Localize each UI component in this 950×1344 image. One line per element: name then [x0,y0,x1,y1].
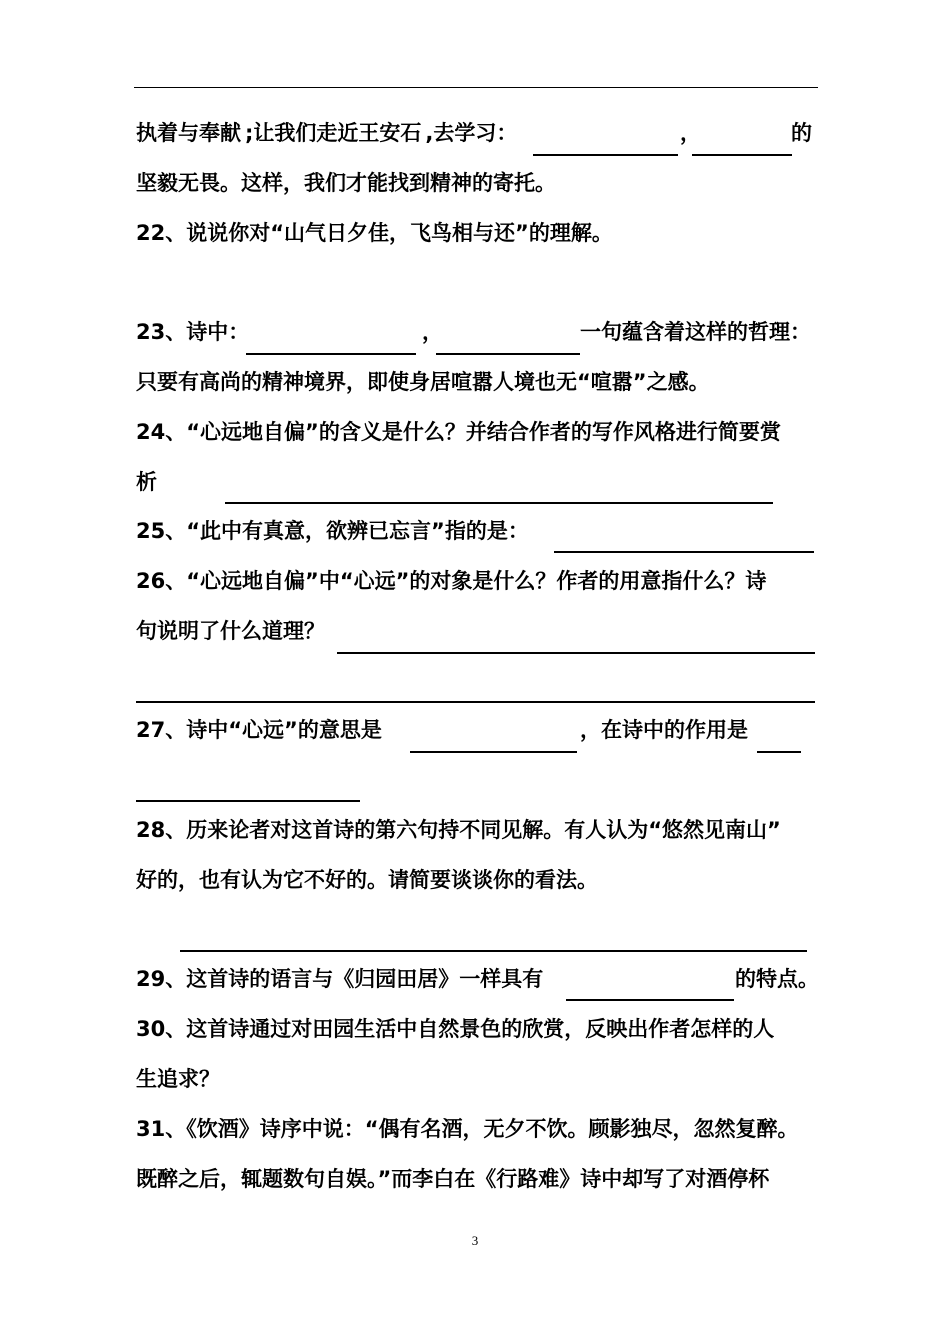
answer-blank-29[interactable] [566,999,734,1001]
question-23-d: 只要有高尚的精神境界，即使身居喧嚣人境也无“喧嚣”之感。 [136,370,710,394]
line-1-c: ,去学习： [425,121,518,145]
question-26: 26、“心远地自偏”中“心远”的对象是什么？作者的用意指什么？诗 [136,569,767,593]
answer-blank-25[interactable] [554,551,814,553]
question-28-b: 好的，也有认为它不好的。请简要谈谈你的看法。 [136,868,598,892]
line-1 [136,119,517,147]
line-1-a: 执着与奉献 [136,121,241,145]
answer-blank-27b[interactable] [757,751,801,753]
question-30-b: 生追求？ [136,1067,220,1091]
question-31: 31、《饮酒》诗序中说：“偶有名酒，无夕不饮。顾影独尽，忽然复醉。 [136,1117,799,1141]
question-23-c: 一句蕴含着这样的哲理： [580,320,811,344]
question-24: 24、“心远地自偏”的含义是什么？并结合作者的写作风格进行简要赏 [136,420,781,444]
answer-blank-23b[interactable] [436,353,580,355]
question-29-b: 的特点。 [735,967,819,991]
question-31-b: 既醉之后，辄题数句自娱。”而李白在《行路难》诗中却写了对酒停杯 [136,1167,770,1191]
answer-blank-23a[interactable] [246,353,416,355]
line-1-comma: ， [680,121,701,145]
answer-blank-1a[interactable] [533,154,678,156]
question-23-a: 23、诗中： [136,320,250,344]
question-22: 22、说说你对“山气日夕佳，飞鸟相与还”的理解。 [136,221,613,245]
answer-blank-27c[interactable] [136,800,360,802]
question-27-b: ，在诗中的作用是 [580,718,748,742]
line-1-de: 的 [791,121,812,145]
answer-blank-26a[interactable] [337,652,815,654]
line-1-b: ;让我们走近王安石 [245,121,422,145]
header-rule [134,87,818,88]
answer-blank-1b[interactable] [692,154,792,156]
page-number: 3 [471,1233,479,1248]
question-27-a: 27、诗中“心远”的意思是 [136,718,382,742]
question-26-b: 句说明了什么道理？ [136,619,325,643]
question-23-comma: ， [422,320,443,344]
answer-blank-27a[interactable] [410,751,577,753]
line-2: 坚毅无畏。这样，我们才能找到精神的寄托。 [136,171,556,195]
question-24-b: 析 [136,470,157,494]
answer-blank-28[interactable] [180,950,807,952]
question-29-a: 29、这首诗的语言与《归园田居》一样具有 [136,967,544,991]
answer-blank-26b[interactable] [136,701,815,703]
question-30: 30、这首诗通过对田园生活中自然景色的欣赏，反映出作者怎样的人 [136,1017,775,1041]
answer-blank-24[interactable] [225,502,773,504]
question-28: 28、历来论者对这首诗的第六句持不同见解。有人认为“悠然见南山” [136,818,781,842]
question-25: 25、“此中有真意，欲辨已忘言”指的是： [136,519,529,543]
